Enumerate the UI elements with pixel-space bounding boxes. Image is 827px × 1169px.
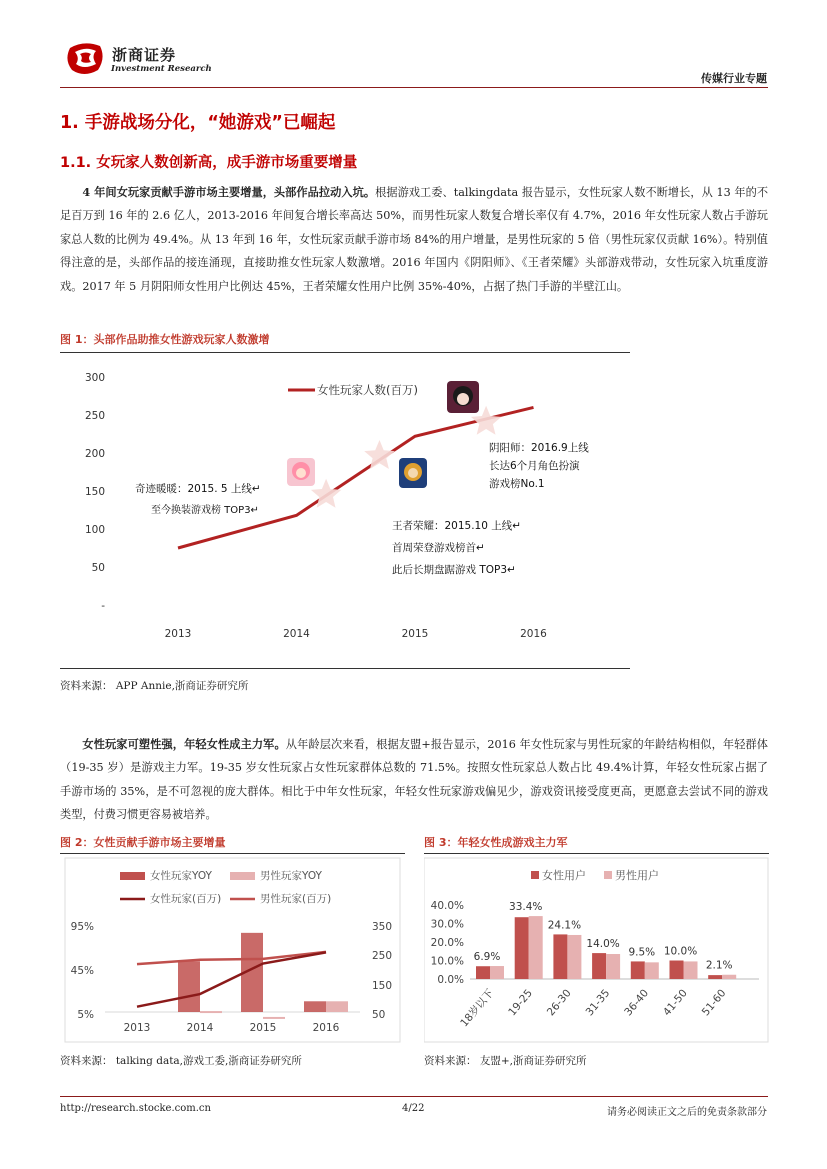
male-yoy-bar [326,1001,348,1012]
y-tick-label: 30.0% [430,918,464,931]
left-y-tick-label: 95% [70,921,94,933]
footer-disclaimer: 请务必阅读正文之后的免责条款部分 [607,1107,767,1118]
x-tick-label: 2016 [520,628,547,640]
x-tick-label: 41-50 [660,987,690,1019]
paragraph-1 [60,181,768,298]
footer-url[interactable]: http://research.stocke.com.cn [60,1103,211,1114]
annotation-wangzhe-2: 首周荣登游戏榜首↵ [392,542,485,554]
logo-en: Investment Research [111,64,212,74]
logo-cn: 浙商证券 [112,46,177,64]
male-user-bar [529,916,543,979]
paragraph-2 [60,733,768,827]
legend-label: 女性玩家YOY [150,870,212,882]
female-user-bar [670,961,684,980]
female-user-bar [592,953,606,979]
x-tick-label: 18岁以下 [458,987,497,1030]
female-user-bar [708,975,722,979]
male-yoy-bar [200,1011,222,1013]
figure-3-source: 资料来源： 友盟+,浙商证券研究所 [424,1055,587,1067]
logo-icon [66,40,106,78]
x-tick-label: 2014 [186,1022,214,1034]
legend-swatch [120,872,145,880]
data-label: 10.0% [663,945,698,958]
x-tick-label: 19-25 [506,987,535,1019]
female-user-bar [631,961,645,979]
annotation-wangzhe-1: 王者荣耀：2015.10 上线↵ [392,520,522,532]
figure-1-title: 图 1：头部作品助推女性游戏玩家人数激增 [60,333,270,346]
x-tick-label: 2015 [249,1022,277,1034]
annotation-qiji-2: 至今换装游戏榜 TOP3↵ [151,505,259,516]
right-y-tick-label: 250 [372,950,393,962]
legend-swatch [604,871,612,879]
figure-3-top-rule [424,853,769,854]
y-tick-label: 0.0% [437,974,464,986]
figure-2-title: 图 2：女性贡献手游市场主要增量 [60,836,226,849]
right-y-tick-label: 50 [372,1009,386,1021]
paragraph-2-body: 从年龄层次来看，根据友盟+报告显示，2016 年女性玩家与男性玩家的年龄结构相似，年轻群体（19-35 岁）是游戏主力军。19-35 岁女性玩家占女性玩家群体总数的 71.5%。按照女性玩家总人数占比 49.4%计算，年轻女性玩家占据了手游市场的 35%，是不可忽视的庞大群体。相比于中年女性玩家，年轻女性玩家游戏偏见少，游戏资讯接受度更高，更愿意去尝试不同的游戏类型，付费习惯更容易被培养。 [60,738,768,822]
right-y-tick-label: 350 [372,921,393,933]
report-type: 传媒行业专题 [701,72,767,85]
figure-3-title: 图 3：年轻女性成游戏主力军 [424,836,568,849]
y-tick-label: 300 [84,372,105,384]
fig1-legend-label: 女性玩家人数(百万) [317,383,418,397]
male-user-bar [684,961,698,979]
header-rule [60,87,768,88]
milestone-star-marker [364,440,395,469]
figure-1-chart [60,353,630,668]
x-tick-label: 31-35 [583,987,613,1019]
data-label: 6.9% [473,951,501,964]
figure-1-bottom-rule [60,668,630,669]
right-y-tick-label: 150 [372,980,393,992]
legend-swatch [230,872,255,880]
female-yoy-bar [178,961,200,1012]
footer-rule [60,1096,768,1097]
figure-2-chart [60,855,405,1045]
data-label: 14.0% [586,938,620,951]
annotation-yys-3: 游戏榜No.1 [489,478,545,490]
legend-label: 男性用户 [615,869,659,882]
x-tick-label: 36-40 [622,987,652,1019]
figure-2-source: 资料来源： talking data,游戏工委,浙商证券研究所 [60,1055,302,1067]
wangzhe-game-icon [399,458,427,488]
x-tick-label: 2014 [283,628,310,640]
page-number: 4/22 [402,1103,425,1114]
x-tick-label: 51-60 [699,987,729,1019]
annotation-yys-1: 阴阳师：2016.9上线 [489,442,589,454]
female-user-bar [553,934,567,979]
y-tick-label: 100 [84,524,105,536]
male-user-bar [490,966,504,979]
y-tick-label: 20.0% [430,937,464,949]
y-tick-label: 250 [84,410,105,422]
figure-3-chart [424,855,769,1045]
header [0,0,827,90]
male-user-bar [722,975,736,979]
left-y-tick-label: 5% [77,1009,94,1021]
x-tick-label: 2015 [401,628,429,640]
legend-label: 男性玩家YOY [260,870,322,882]
data-label: 2.1% [705,959,733,972]
male-user-bar [606,954,620,979]
female-yoy-bar [304,1001,326,1012]
data-label: 9.5% [628,946,656,959]
annotation-yys-2: 长达6个月角色扮演 [489,460,580,472]
female-user-bar [515,917,529,979]
data-label: 24.1% [547,919,582,932]
x-tick-label: 2013 [164,628,192,640]
female-user-bar [476,966,490,979]
y-tick-label: 50 [91,562,105,574]
legend-label: 女性用户 [542,869,586,882]
y-tick-label: 200 [84,448,105,460]
paragraph-2-lead: 女性玩家可塑性强，年轻女性成主力军。 [82,737,286,751]
male-yoy-bar [263,1017,285,1019]
section-heading-1-1: 1.1. 女玩家人数创新高，成手游市场重要增量 [60,155,358,171]
left-y-tick-label: 45% [70,965,94,977]
x-tick-label: 26-30 [544,987,574,1019]
y-tick-label: - [101,600,105,612]
yinyangshi-game-icon [447,381,479,413]
legend-label: 男性玩家(百万) [260,893,332,905]
y-tick-label: 40.0% [430,900,464,912]
y-tick-label: 10.0% [430,955,464,968]
paragraph-1-lead: 4 年间女玩家贡献手游市场主要增量，头部作品拉动入坑。 [82,185,376,199]
legend-swatch [531,871,539,879]
figure-2-top-rule [60,853,405,854]
male-user-bar [567,935,581,979]
y-tick-label: 150 [84,486,105,498]
data-label: 33.4% [509,901,543,914]
qiji-game-icon [287,458,315,486]
figure-1-source: 资料来源： APP Annie,浙商证券研究所 [60,680,249,692]
x-tick-label: 2013 [123,1022,151,1034]
annotation-wangzhe-3: 此后长期盘踞游戏 TOP3↵ [392,564,516,576]
annotation-qiji-1: 奇迹暖暖：2015. 5 上线↵ [135,483,261,495]
paragraph-1-body: 根据游戏工委、talkingdata 报告显示，女性玩家人数不断增长，从 13 年的不足百万到 16 年的 2.6 亿人，2013-2016 年间复合增长率高达 50%，而男性玩家人数复合增长率仅有 4.7%，2016 年女性玩家人数占手游玩家总人数的比例为 49.4%。从 13 年到 16 年，女性玩家贡献手游市场 84%的用户增量，是男性玩家的 5 倍（男性玩家仅贡献 16%）。特别值得注意的是，头部作品的接连涌现，直接助推女性玩家人数激增。2016 年国内《阴阳师》、《王者荣耀》头部游戏带动，女性玩家入坑重度游戏。2017 年 5 月阴阳师女性用户比例达 45%，王者荣耀女性用户比例 35%-40%，占据了热门手游的半壁江山。 [60,186,769,293]
section-heading-1: 1. 手游战场分化，“她游戏”已崛起 [60,113,336,133]
legend-label: 女性玩家(百万) [150,893,222,905]
male-user-bar [645,962,659,979]
x-tick-label: 2016 [312,1022,340,1034]
